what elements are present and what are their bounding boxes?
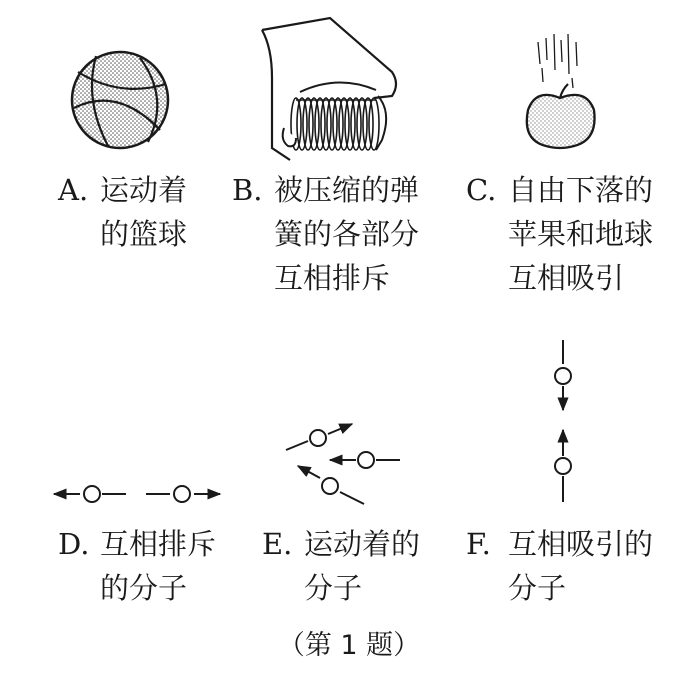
attracting-molecules-illustration <box>555 340 571 502</box>
caption-line: 自由下落的 <box>508 173 654 207</box>
caption-line: 被压缩的弹 <box>274 173 420 207</box>
caption-line: 苹果和地球 <box>508 217 654 251</box>
caption-b <box>232 168 419 300</box>
compressed-spring-illustration <box>262 18 396 160</box>
caption-line: 的分子 <box>100 571 188 605</box>
caption-line: 运动着的 <box>304 527 421 561</box>
option-letter: E. <box>262 527 293 561</box>
option-letter: C. <box>466 173 497 207</box>
caption-f <box>466 522 653 610</box>
caption-line: 分子 <box>304 571 363 605</box>
caption-c <box>466 168 653 300</box>
caption-line: 互相排斥 <box>274 261 391 295</box>
repelling-molecules-illustration <box>54 486 220 502</box>
caption-line: 簧的各部分 <box>274 217 420 251</box>
question-number: （第 1 题） <box>277 630 421 661</box>
caption-line: 的篮球 <box>100 217 188 251</box>
caption-d <box>58 522 216 610</box>
moving-molecules-illustration <box>286 424 400 504</box>
caption-a <box>58 168 187 256</box>
caption-line: 分子 <box>508 571 567 605</box>
falling-apple-illustration <box>527 34 595 148</box>
caption-line: 运动着 <box>100 173 188 207</box>
caption-line: 互相吸引的 <box>508 527 654 561</box>
option-letter: B. <box>232 173 263 207</box>
option-letter: D. <box>58 527 90 561</box>
caption-e <box>262 522 420 610</box>
option-letter: A. <box>58 173 89 207</box>
caption-line: 互相吸引 <box>508 261 625 295</box>
option-letter: F. <box>466 527 491 561</box>
caption-line: 互相排斥 <box>100 527 217 561</box>
basketball-illustration <box>72 52 168 148</box>
